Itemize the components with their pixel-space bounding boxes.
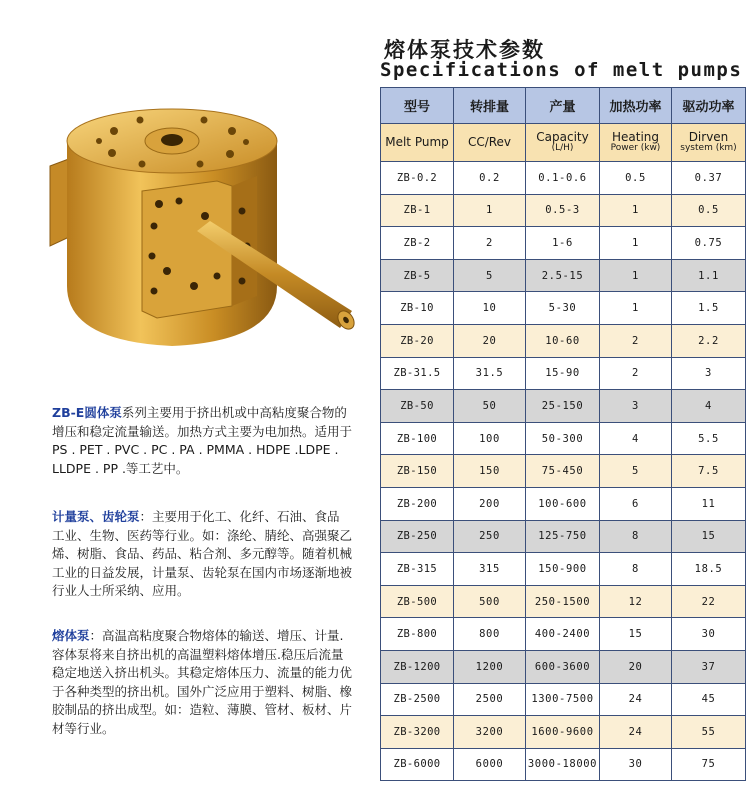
- table-row: [381, 455, 746, 488]
- cell-cc: 1200: [454, 650, 526, 683]
- table-row: [381, 357, 746, 390]
- cell-model: ZB-1200: [381, 650, 454, 683]
- cell-drive: 55: [672, 716, 746, 749]
- cell-capacity: 600-3600: [526, 650, 600, 683]
- header-row-en: [381, 124, 746, 162]
- cell-drive: 7.5: [672, 455, 746, 488]
- cell-model: ZB-0.2: [381, 162, 454, 195]
- cell-heating: 24: [600, 716, 672, 749]
- cell-heating: 1: [600, 292, 672, 325]
- header-cn-cc: 转排量: [454, 88, 526, 124]
- cell-cc: 100: [454, 422, 526, 455]
- cell-heating: 15: [600, 618, 672, 651]
- cell-cc: 500: [454, 585, 526, 618]
- table-row: [381, 553, 746, 586]
- cell-drive: 30: [672, 618, 746, 651]
- cell-heating: 5: [600, 455, 672, 488]
- table-row: [381, 162, 746, 195]
- cell-model: ZB-10: [381, 292, 454, 325]
- cell-drive: 0.5: [672, 194, 746, 227]
- header-cn-drive: 驱动功率: [672, 88, 746, 124]
- cell-capacity: 50-300: [526, 422, 600, 455]
- cell-capacity: 250-1500: [526, 585, 600, 618]
- cell-drive: 0.37: [672, 162, 746, 195]
- zb-e-description: [52, 404, 357, 478]
- cell-capacity: 100-600: [526, 487, 600, 520]
- cell-model: ZB-250: [381, 520, 454, 553]
- gear-pump-text: ：主要用于化工、化纤、石油、食品工业、生物、医药等行业。如：涤纶、腈纶、高强聚乙烯、树脂、食品、药品、粘合剂、多元醇等。随着机械工业的日益发展，计量泵、齿轮泵在国内市场逐渐地被行业人士所采纳、应用。: [52, 509, 353, 598]
- cell-capacity: 15-90: [526, 357, 600, 390]
- cell-heating: 0.5: [600, 162, 672, 195]
- zb-e-text: 系列主要用于挤出机或中高粘度聚合物的增压和稳定流量输送。加热方式主要为电加热。适用于PS . PET . PVC . PC . PA . PMMA . HDPE .LDPE . LLDPE . PP .等工艺中。: [52, 405, 353, 476]
- cell-model: ZB-5: [381, 259, 454, 292]
- cell-capacity: 0.5-3: [526, 194, 600, 227]
- melt-pump-text: ：高温高粘度聚合物熔体的输送、增压、计量.容体泵将来自挤出机的高温塑料熔体增压.稳压后流量稳定地送入挤出机头。其稳定熔体压力、流量的能力优于各种类型的挤出机。国外广泛应用于塑料、树脂、橡胶制品的挤出成型。如：造粒、薄膜、管材、板材、片材等行业。: [52, 628, 353, 736]
- cell-drive: 0.75: [672, 227, 746, 260]
- table-row: [381, 292, 746, 325]
- cell-cc: 6000: [454, 748, 526, 781]
- title-english: Specifications of melt pumps: [380, 59, 743, 81]
- cell-capacity: 25-150: [526, 390, 600, 423]
- cell-heating: 12: [600, 585, 672, 618]
- cell-model: ZB-100: [381, 422, 454, 455]
- cell-cc: 315: [454, 553, 526, 586]
- cell-model: ZB-6000: [381, 748, 454, 781]
- cell-capacity: 1-6: [526, 227, 600, 260]
- table-row: [381, 194, 746, 227]
- melt-pump-image: [42, 96, 362, 356]
- cell-drive: 75: [672, 748, 746, 781]
- cell-model: ZB-20: [381, 324, 454, 357]
- cell-heating: 20: [600, 650, 672, 683]
- cell-heating: 2: [600, 357, 672, 390]
- cell-model: ZB-3200: [381, 716, 454, 749]
- cell-heating: 24: [600, 683, 672, 716]
- table-row: [381, 650, 746, 683]
- zb-e-highlight: ZB-E圆体泵: [52, 405, 122, 420]
- header-en-cc: CC/Rev: [454, 124, 526, 162]
- table-row: [381, 520, 746, 553]
- cell-cc: 31.5: [454, 357, 526, 390]
- header-cn-capacity: 产量: [526, 88, 600, 124]
- cell-drive: 37: [672, 650, 746, 683]
- cell-drive: 15: [672, 520, 746, 553]
- cell-model: ZB-200: [381, 487, 454, 520]
- cell-cc: 250: [454, 520, 526, 553]
- melt-pump-highlight: 熔体泵: [52, 628, 90, 643]
- gear-pump-highlight: 计量泵、齿轮泵: [52, 509, 140, 524]
- cell-cc: 1: [454, 194, 526, 227]
- cell-cc: 800: [454, 618, 526, 651]
- cell-heating: 8: [600, 553, 672, 586]
- table-row: [381, 324, 746, 357]
- melt-pump-description: [52, 627, 352, 738]
- header-en-drive: Dirven system (km): [672, 124, 746, 162]
- cell-heating: 8: [600, 520, 672, 553]
- table-row: [381, 716, 746, 749]
- table-row: [381, 683, 746, 716]
- cell-capacity: 2.5-15: [526, 259, 600, 292]
- cell-heating: 1: [600, 227, 672, 260]
- gear-pump-description: [52, 508, 352, 601]
- table-row: [381, 585, 746, 618]
- cell-capacity: 150-900: [526, 553, 600, 586]
- cell-cc: 10: [454, 292, 526, 325]
- cell-capacity: 400-2400: [526, 618, 600, 651]
- cell-heating: 30: [600, 748, 672, 781]
- cell-capacity: 3000-18000: [526, 748, 600, 781]
- cell-drive: 18.5: [672, 553, 746, 586]
- cell-drive: 5.5: [672, 422, 746, 455]
- cell-cc: 150: [454, 455, 526, 488]
- table-row: [381, 390, 746, 423]
- header-cn-model: 型号: [381, 88, 454, 124]
- spec-table: [380, 87, 746, 781]
- cell-drive: 11: [672, 487, 746, 520]
- cell-cc: 20: [454, 324, 526, 357]
- cell-heating: 1: [600, 259, 672, 292]
- cell-drive: 3: [672, 357, 746, 390]
- cell-drive: 2.2: [672, 324, 746, 357]
- cell-cc: 2: [454, 227, 526, 260]
- cell-drive: 1.5: [672, 292, 746, 325]
- cell-cc: 200: [454, 487, 526, 520]
- cell-heating: 3: [600, 390, 672, 423]
- cell-model: ZB-2500: [381, 683, 454, 716]
- cell-model: ZB-50: [381, 390, 454, 423]
- cell-drive: 45: [672, 683, 746, 716]
- cell-capacity: 10-60: [526, 324, 600, 357]
- cell-heating: 4: [600, 422, 672, 455]
- cell-heating: 6: [600, 487, 672, 520]
- cell-capacity: 1600-9600: [526, 716, 600, 749]
- cell-model: ZB-2: [381, 227, 454, 260]
- cell-drive: 22: [672, 585, 746, 618]
- cell-model: ZB-1: [381, 194, 454, 227]
- cell-model: ZB-800: [381, 618, 454, 651]
- header-row-cn: [381, 88, 746, 124]
- header-cn-heating: 加热功率: [600, 88, 672, 124]
- header-en-model: Melt Pump: [381, 124, 454, 162]
- cell-capacity: 5-30: [526, 292, 600, 325]
- cell-heating: 2: [600, 324, 672, 357]
- table-row: [381, 618, 746, 651]
- cell-model: ZB-31.5: [381, 357, 454, 390]
- table-row: [381, 259, 746, 292]
- table-row: [381, 227, 746, 260]
- cell-capacity: 125-750: [526, 520, 600, 553]
- cell-cc: 50: [454, 390, 526, 423]
- cell-drive: 1.1: [672, 259, 746, 292]
- table-row: [381, 487, 746, 520]
- cell-cc: 3200: [454, 716, 526, 749]
- title-chinese: 熔体泵技术参数: [384, 38, 545, 62]
- cell-drive: 4: [672, 390, 746, 423]
- cell-cc: 0.2: [454, 162, 526, 195]
- header-en-heating: Heating Power (kw): [600, 124, 672, 162]
- cell-capacity: 0.1-0.6: [526, 162, 600, 195]
- header-en-capacity: Capacity (L/H): [526, 124, 600, 162]
- cell-capacity: 1300-7500: [526, 683, 600, 716]
- cell-cc: 5: [454, 259, 526, 292]
- cell-model: ZB-315: [381, 553, 454, 586]
- cell-model: ZB-500: [381, 585, 454, 618]
- cell-cc: 2500: [454, 683, 526, 716]
- cell-capacity: 75-450: [526, 455, 600, 488]
- cell-model: ZB-150: [381, 455, 454, 488]
- table-row: [381, 748, 746, 781]
- cell-heating: 1: [600, 194, 672, 227]
- table-row: [381, 422, 746, 455]
